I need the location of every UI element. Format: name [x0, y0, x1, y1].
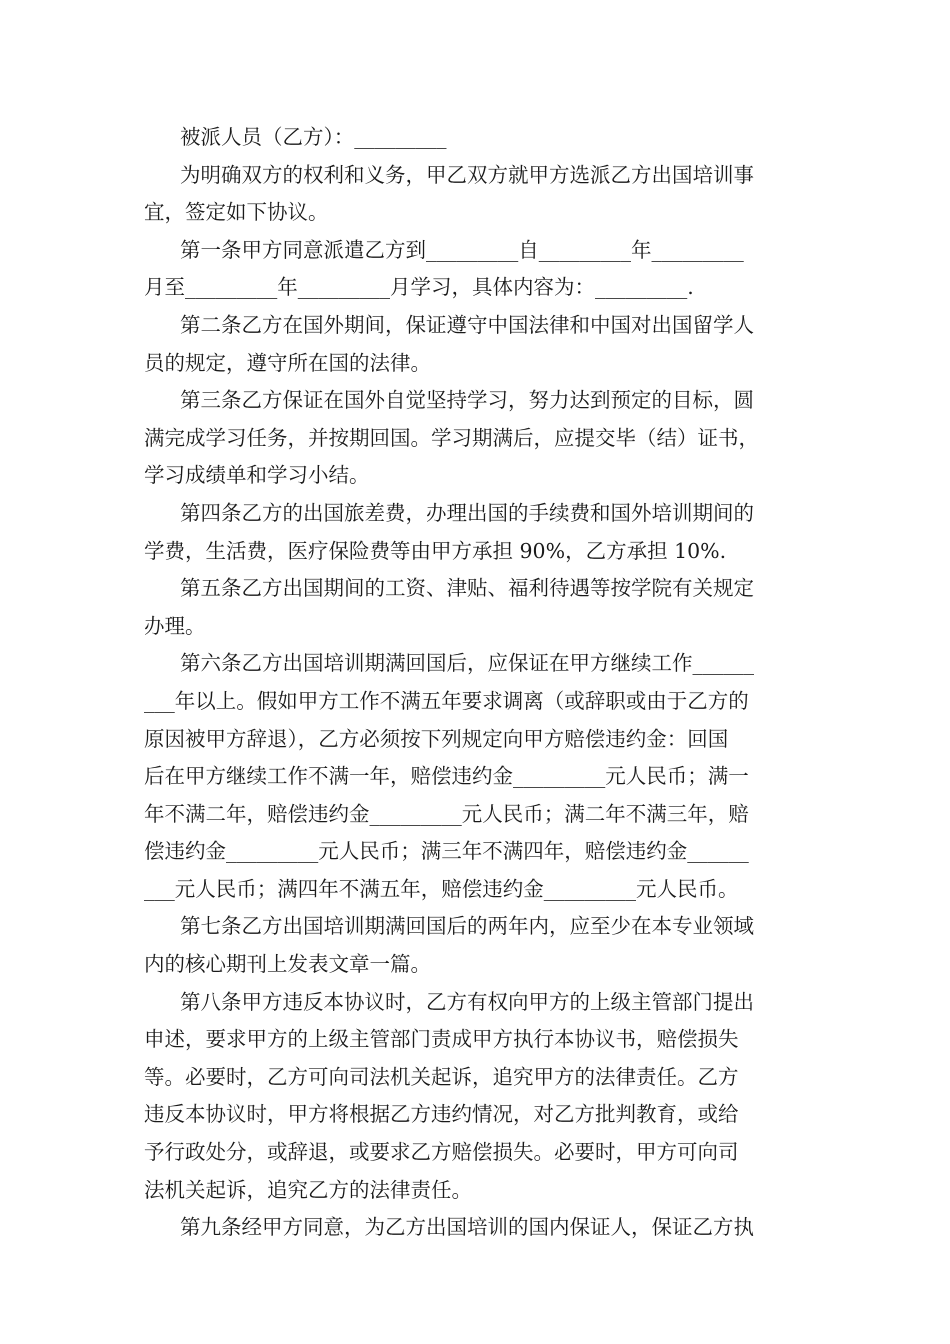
article-8-line-2: 申述，要求甲方的上级主管部门责成甲方执行本协议书，赔偿损失: [144, 1027, 739, 1052]
agreement-body: [144, 119, 806, 1247]
article-6-line-2: ___年以上。假如甲方工作不满五年要求调离（或辞职或由于乙方的: [144, 688, 749, 713]
article-5-line-1: 第五条乙方出国期间的工资、津贴、福利待遇等按学院有关规定: [180, 576, 754, 601]
article-9-line-1: 第九条经甲方同意，为乙方出国培训的国内保证人，保证乙方执: [180, 1215, 754, 1240]
party-b-line: 被派人员（乙方）：_________: [180, 125, 447, 149]
article-2-line-1: 第二条乙方在国外期间，保证遵守中国法律和中国对出国留学人: [180, 312, 754, 337]
article-6-line-7: ___元人民币；满四年不满五年，赔偿违约金_________元人民币。: [144, 876, 739, 901]
article-6-line-4: 后在甲方继续工作不满一年，赔偿违约金_________元人民币；满一: [144, 764, 749, 789]
preamble-line-1: 为明确双方的权利和义务，甲乙双方就甲方选派乙方出国培训事: [180, 162, 754, 187]
article-6-line-6: 偿违约金_________元人民币；满三年不满四年，赔偿违约金______: [144, 839, 749, 864]
preamble-line-2: 宜，签定如下协议。: [144, 200, 329, 225]
article-6-line-1: 第六条乙方出国培训期满回国后，应保证在甲方继续工作______: [180, 651, 754, 676]
article-6-line-5: 年不满二年，赔偿违约金_________元人民币；满二年不满三年，赔: [144, 801, 749, 826]
article-7-line-1: 第七条乙方出国培训期满回国后的两年内，应至少在本专业领域: [180, 914, 754, 939]
article-4-line-1: 第四条乙方的出国旅差费，办理出国的手续费和国外培训期间的: [180, 500, 754, 525]
article-8-line-6: 法机关起诉，追究乙方的法律责任。: [144, 1177, 472, 1202]
article-1-line-2: 月至_________年_________月学习，具体内容为：_________.: [144, 275, 694, 300]
article-3-line-3: 学习成绩单和学习小结。: [144, 463, 370, 488]
article-8-line-1: 第八条甲方违反本协议时，乙方有权向甲方的上级主管部门提出: [180, 989, 754, 1014]
article-4-line-2: 学费，生活费，医疗保险费等由甲方承担 90%，乙方承担 10%.: [144, 538, 727, 563]
article-8-line-5: 予行政处分，或辞退，或要求乙方赔偿损失。必要时，甲方可向司: [144, 1140, 739, 1165]
article-8-line-4: 违反本协议时，甲方将根据乙方违约情况，对乙方批判教育，或给: [144, 1102, 739, 1127]
article-2-line-2: 员的规定，遵守所在国的法律。: [144, 350, 431, 375]
article-7-line-2: 内的核心期刊上发表文章一篇。: [144, 952, 431, 977]
article-3-line-1: 第三条乙方保证在国外自觉坚持学习，努力达到预定的目标，圆: [180, 388, 754, 413]
article-5-line-2: 办理。: [144, 613, 206, 638]
article-1-line-1: 第一条甲方同意派遣乙方到_________自_________年_________: [180, 237, 744, 262]
article-3-line-2: 满完成学习任务，并按期回国。学习期满后，应提交毕（结）证书，: [144, 425, 759, 450]
article-8-line-3: 等。必要时，乙方可向司法机关起诉，追究甲方的法律责任。乙方: [144, 1064, 739, 1089]
article-6-line-3: 原因被甲方辞退），乙方必须按下列规定向甲方赔偿违约金：回国: [144, 726, 729, 751]
